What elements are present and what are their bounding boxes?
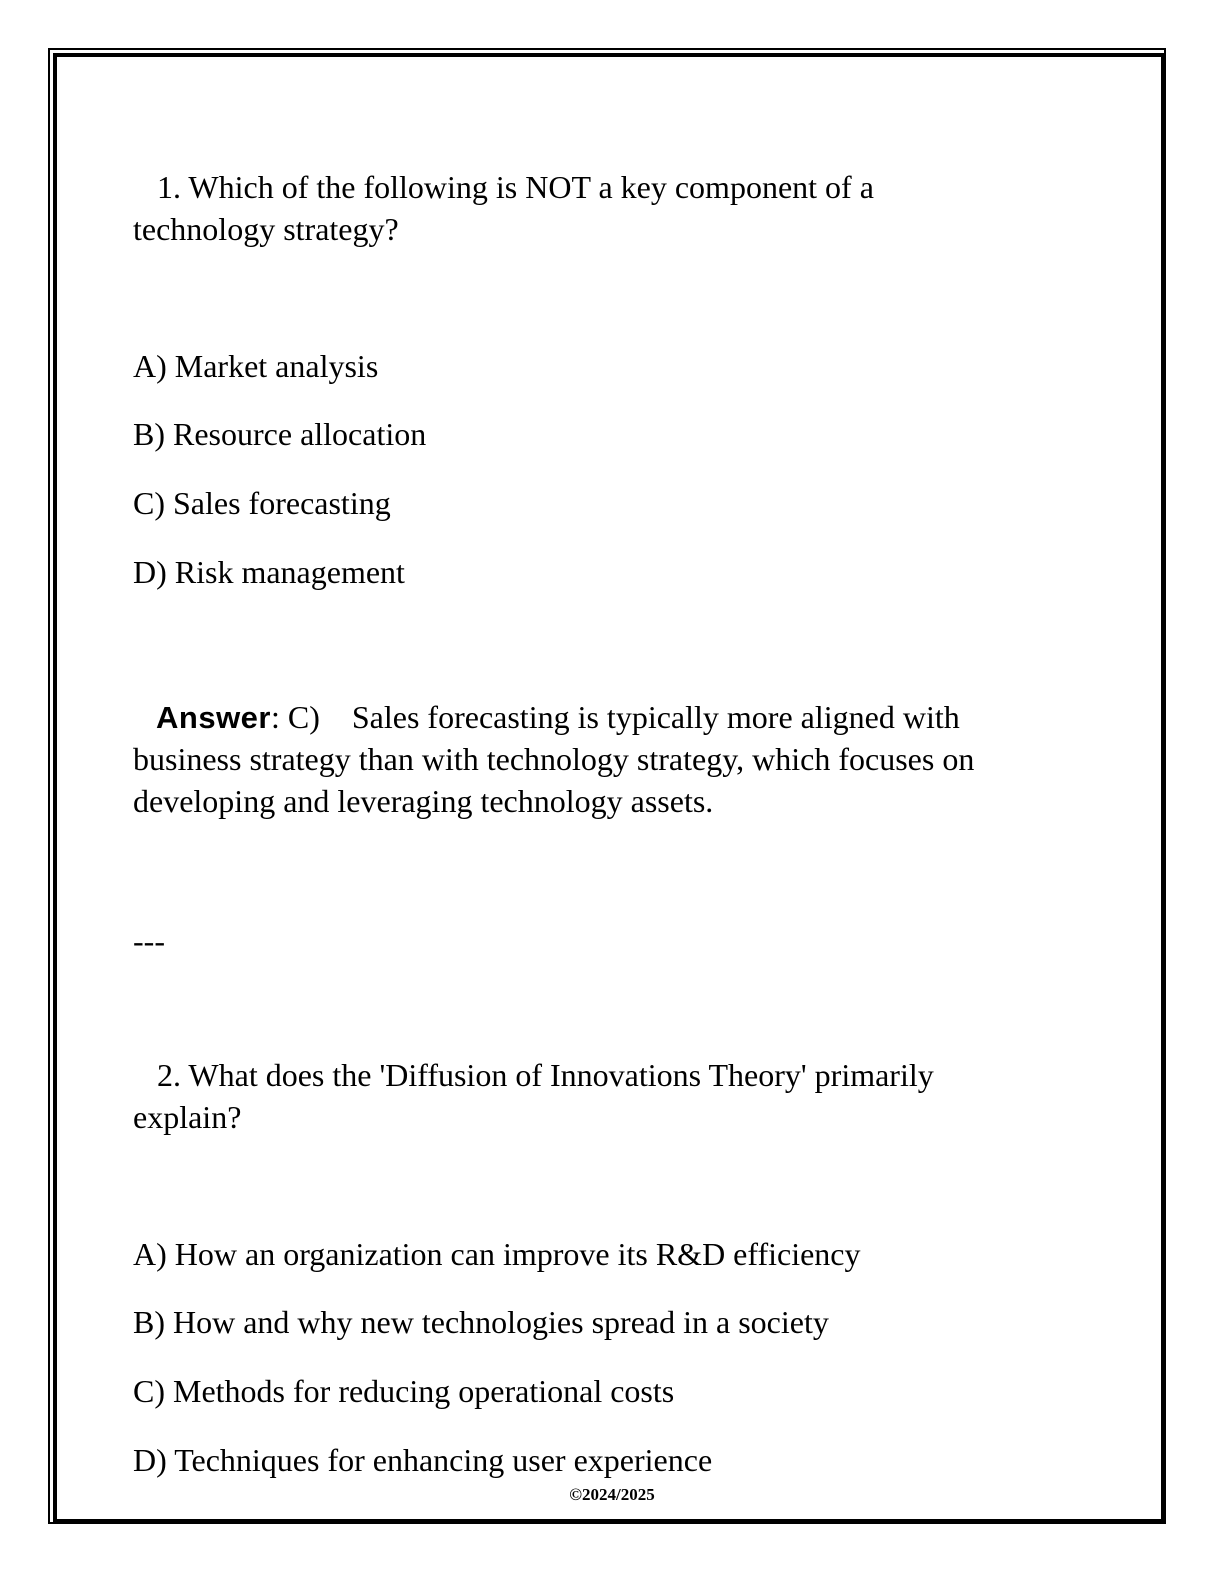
answer-choice: : C) <box>270 699 352 735</box>
question-1-answer <box>156 696 960 739</box>
answer-label: Answer <box>156 700 271 735</box>
answer-explanation-line2: business strategy than with technology strategy, which focuses on <box>133 741 975 777</box>
question-1-text-cont: technology strategy? <box>133 211 399 247</box>
question-1-option-a: A) Market analysis <box>133 348 379 384</box>
question-2-option-b: B) How and why new technologies spread in a society <box>133 1304 829 1340</box>
question-1-option-b: B) Resource allocation <box>133 416 427 452</box>
question-1-option-d: D) Risk management <box>133 554 405 590</box>
question-2-text-cont: explain? <box>133 1099 242 1135</box>
answer-explanation-line3: developing and leveraging technology assets. <box>133 783 714 819</box>
question-1-text: 1. Which of the following is NOT a key component of a <box>133 169 874 205</box>
copyright-footer: ©2024/2025 <box>569 1485 655 1504</box>
question-2-text: 2. What does the 'Diffusion of Innovations Theory' primarily <box>133 1057 934 1093</box>
question-2-option-d: D) Techniques for enhancing user experience <box>133 1442 713 1478</box>
question-2-option-a: A) How an organization can improve its R&D efficiency <box>133 1236 861 1272</box>
question-1-option-c: C) Sales forecasting <box>133 485 391 521</box>
question-2-option-c: C) Methods for reducing operational costs <box>133 1373 675 1409</box>
separator: --- <box>133 923 165 959</box>
answer-explanation: Sales forecasting is typically more aligned with <box>351 699 960 735</box>
